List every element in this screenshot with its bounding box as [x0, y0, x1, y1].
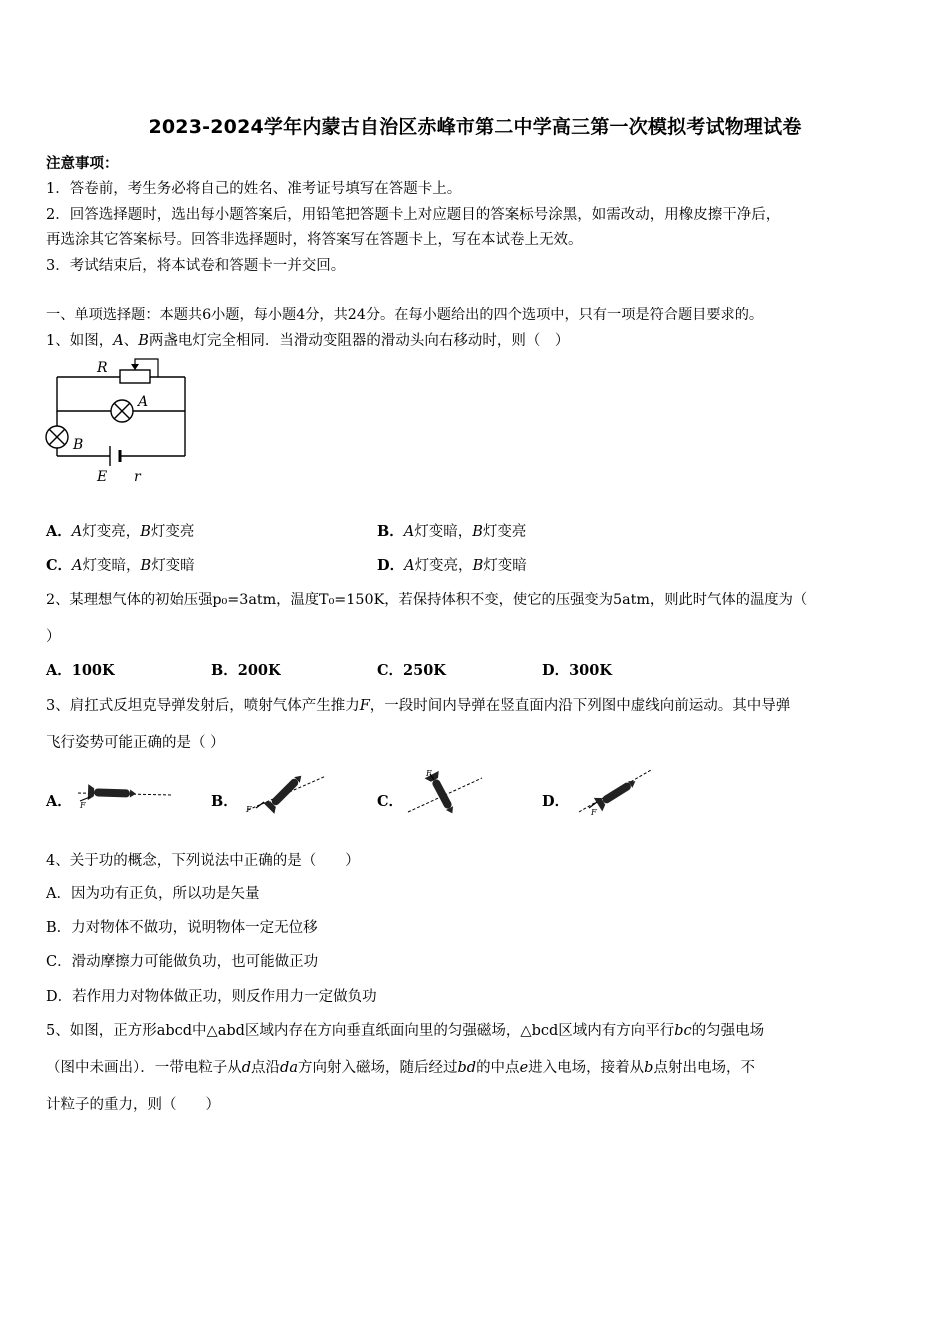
- q1-lamp-a: A: [113, 333, 124, 349]
- question-2-stem: 2、某理想气体的初始压强p₀=3atm，温度T₀=150K，若保持体积不变，使它的压强变为5atm，则此时气体的温度为（: [46, 592, 808, 608]
- q2-option-d[interactable]: D．300K: [542, 662, 612, 679]
- battery-icon: [110, 446, 120, 466]
- missile-b-figure[interactable]: [240, 770, 330, 814]
- q2-option-c[interactable]: C．250K: [377, 662, 446, 679]
- question-4-stem: 4、关于功的概念，下列说法中正确的是（ ）: [46, 853, 360, 869]
- question-1-stem: [46, 329, 569, 350]
- svg-text:F: F: [591, 808, 597, 816]
- svg-text:F: F: [246, 805, 252, 814]
- question-2-stem-cont: ）: [46, 629, 61, 645]
- q2-option-a[interactable]: A．100K: [46, 662, 115, 679]
- question-3-stem: 3、肩扛式反坦克导弹发射后，喷射气体产生推力F，一段时间内导弹在竖直面内沿下列图中虚线向前运动。其中导弹: [46, 698, 791, 714]
- q1-option-d[interactable]: D．A灯变亮，B灯变暗: [377, 557, 527, 574]
- section-heading: 一、单项选择题：本题共6小题，每小题4分，共24分。在每小题给出的四个选项中，只有一项是符合题目要求的。: [46, 307, 764, 323]
- question-5-stem-end: 计粒子的重力，则（ ）: [46, 1097, 220, 1113]
- q1-sep: 、: [123, 333, 139, 349]
- q1-option-a[interactable]: A．A灯变亮，B灯变亮: [46, 523, 195, 540]
- missile-a-figure[interactable]: [74, 776, 174, 810]
- q1-stem-pre: 1、如图，: [46, 333, 114, 349]
- q1-lamp-b: B: [138, 333, 149, 349]
- q2-option-b[interactable]: B．200K: [211, 662, 281, 679]
- svg-text:F: F: [80, 801, 86, 810]
- question-5-stem-cont: （图中未画出）．一带电粒子从d点沿da方向射入磁场，随后经过bd的中点e进入电场，接着从b点射出电场，不: [46, 1060, 755, 1076]
- label-e: E: [97, 469, 108, 485]
- q4-option-b[interactable]: B．力对物体不做功，说明物体一定无位移: [46, 920, 318, 936]
- notice-item: 3．考试结束后，将本试卷和答题卡一并交回。: [46, 258, 346, 274]
- q4-option-d[interactable]: D．若作用力对物体做正功，则反作用力一定做负功: [46, 989, 377, 1005]
- svg-text:F: F: [426, 769, 432, 778]
- rheostat-r: [120, 370, 150, 383]
- q1-option-b[interactable]: B．A灯变暗，B灯变亮: [377, 523, 527, 540]
- q3-option-c[interactable]: C．: [377, 793, 404, 810]
- circuit-diagram: [40, 355, 200, 490]
- lamp-a-icon: [111, 400, 133, 422]
- q1-stem-post: 两盏电灯完全相同．当滑动变阻器的滑动头向右移动时，则（ ）: [148, 333, 570, 349]
- notice-item: 2．回答选择题时，选出每小题答案后，用铅笔把答题卡上对应题目的答案标号涂黑，如需改动，用橡皮擦干净后，: [46, 207, 781, 223]
- notice-item: 1．答卷前，考生务必将自己的姓名、准考证号填写在答题卡上。: [46, 181, 462, 197]
- page-title: 2023-2024学年内蒙古自治区赤峰市第二中学高三第一次模拟考试物理试卷: [148, 116, 802, 138]
- notice-heading: 注意事项：: [46, 155, 119, 172]
- label-r: R: [97, 360, 108, 376]
- notice-item: 再选涂其它答案标号。回答非选择题时，将答案写在答题卡上，写在本试卷上无效。: [46, 232, 583, 248]
- question-5-stem: 5、如图，正方形abcd中△abd区域内存在方向垂直纸面向里的匀强磁场，△bcd区域内有方向平行bc的匀强电场: [46, 1023, 765, 1039]
- question-3-stem-cont: 飞行姿势可能正确的是（ ）: [46, 735, 225, 751]
- label-b: B: [73, 437, 84, 453]
- q3-option-a[interactable]: A．: [46, 793, 72, 810]
- q4-option-a[interactable]: A．因为功有正负，所以功是矢量: [46, 886, 260, 902]
- lamp-b-icon: [46, 426, 68, 448]
- q1-option-c[interactable]: C．A灯变暗，B灯变暗: [46, 557, 195, 574]
- q3-option-d[interactable]: D．: [542, 793, 570, 810]
- label-internal-r: r: [134, 469, 141, 485]
- missile-c-figure[interactable]: [404, 768, 484, 816]
- missile-d-figure[interactable]: [575, 768, 655, 816]
- label-a: A: [138, 394, 149, 410]
- q3-option-b[interactable]: B．: [211, 793, 238, 810]
- q4-option-c[interactable]: C．滑动摩擦力可能做负功，也可能做正功: [46, 954, 319, 970]
